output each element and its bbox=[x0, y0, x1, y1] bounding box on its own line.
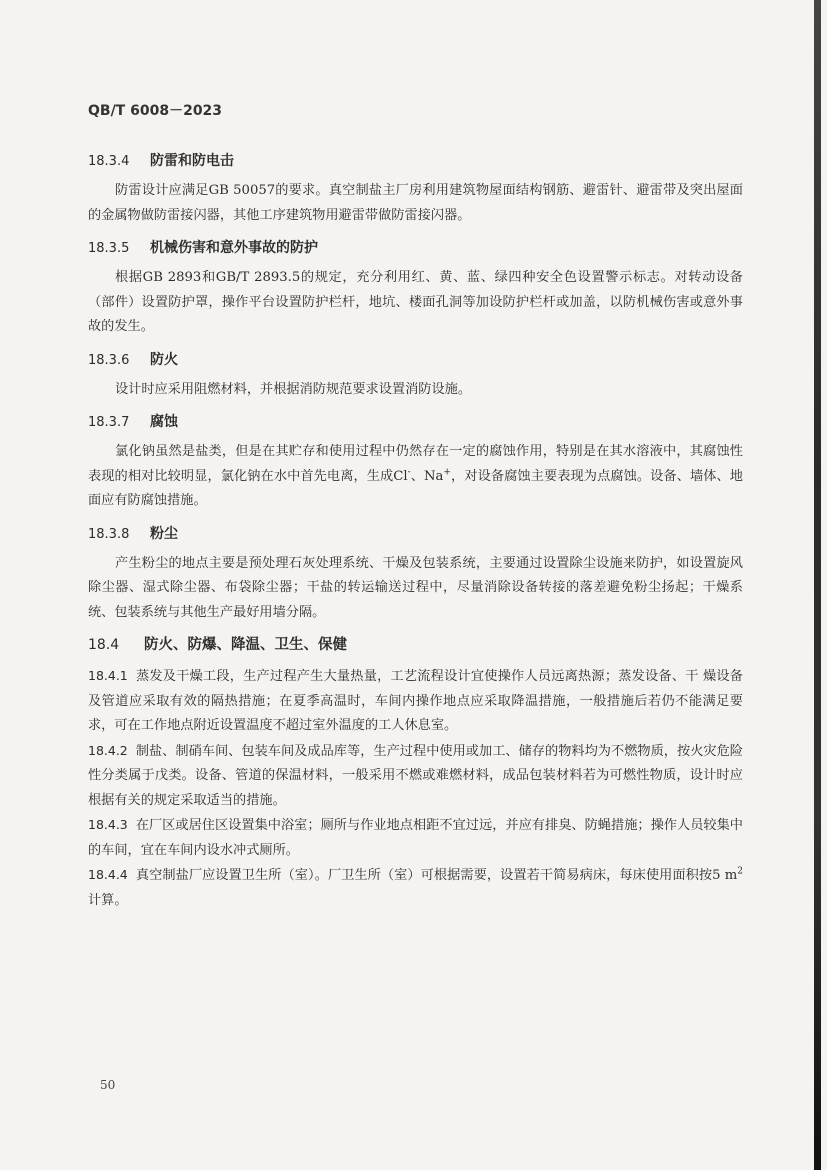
subsection-text: 计算。 bbox=[88, 892, 128, 908]
section-18-3-7 bbox=[88, 411, 743, 514]
subsection-text: 在厂区或居住区设置集中浴室；厕所与作业地点相距不宜过远，并应有排臭、防蝇措施；操作人员较集中的车间，宜在车间内设水冲式厕所。 bbox=[88, 818, 743, 858]
section-heading bbox=[88, 150, 743, 173]
section-title: 防火 bbox=[150, 351, 178, 368]
section-paragraph: 防雷设计应满足GB 50057的要求。真空制盐主厂房利用建筑物屋面结构钢筋、避雷针、避雷带及突出屋面的金属物做防雷接闪器，其他工序建筑物用避雷带做防雷接闪器。 bbox=[88, 183, 743, 223]
paragraph-text: ，对设备腐蚀主要表现为点腐蚀。设备、墙体、地面应有防腐蚀措施。 bbox=[88, 468, 743, 508]
superscript: - bbox=[407, 467, 411, 478]
subsection-text: 真空制盐厂应设置卫生所（室）。厂卫生所（室）可根据需要，设置若干简易病床，每床使用面积按5 m bbox=[135, 868, 738, 883]
section-number: 18.3.4 bbox=[88, 154, 130, 169]
page-number: 50 bbox=[100, 1078, 116, 1092]
subsection-text: 蒸发及干燥工段，生产过程产生大量热量，工艺流程设计宜使操作人员远离热源；蒸发设备、干 燥设备及管道应采取有效的隔热措施；在夏季高温时，车间内操作地点应采取降温措施，一般措施后若仍不能满足要求，可在工作地点附近设置温度不超过室外温度的工人休息室。 bbox=[88, 669, 743, 733]
section-number: 18.4 bbox=[88, 637, 120, 653]
section-paragraph: 根据GB 2893和GB/T 2893.5的规定，充分利用红、黄、蓝、绿四种安全色设置警示标志。对转动设备（部件）设置防护罩，操作平台设置防护栏杆，地坑、楼面孔洞等加设防护栏杆或加盖，以防机械伤害或意外事故的发生。 bbox=[88, 270, 743, 334]
paragraph-text: 氯化钠虽然是盐类，但是在其贮存和使用过程中仍然存在一定的腐蚀作用，特别是在其水溶液中，其腐蚀性表现的相对比较明显，氯化钠在水中首先电离，生成Cl bbox=[88, 444, 743, 484]
subsection-number: 18.4.3 bbox=[88, 817, 128, 832]
section-paragraph bbox=[88, 440, 743, 514]
section-18-3-6 bbox=[88, 349, 743, 403]
section-18-3-5 bbox=[88, 237, 743, 340]
subsection-number: 18.4.2 bbox=[88, 742, 128, 758]
superscript: 2 bbox=[737, 866, 743, 877]
section-title: 防雷和防电击 bbox=[150, 153, 234, 169]
section-number: 18.3.6 bbox=[88, 352, 130, 368]
section-paragraph: 产生粉尘的地点主要是预处理石灰处理系统、干燥及包装系统，主要通过设置除尘设施来防护，如设置旋风除尘器、湿式除尘器、布袋除尘器；干盐的转运输送过程中，尽量消除设备转接的落差避免粉尘扬起；干燥系统、包装系统与其他生产最好用墙分隔。 bbox=[88, 555, 743, 620]
subsection-number: 18.4.1 bbox=[88, 668, 128, 683]
section-title: 腐蚀 bbox=[150, 414, 178, 430]
section-number: 18.3.8 bbox=[88, 526, 130, 542]
subsection-18-4-4 bbox=[88, 863, 743, 913]
subsection-text: 制盐、制硝车间、包装车间及成品库等，生产过程中使用或加工、储存的物料均为不燃物质，按火灾危险性分类属于戊类。设备、管道的保温材料，一般采用不燃或难燃材料，成品包装材料若为可燃性物质，设计时应根据有关的规定采取适当的措施。 bbox=[88, 743, 743, 808]
section-18-3-8 bbox=[88, 523, 743, 626]
section-18-3-4 bbox=[88, 150, 743, 228]
section-number: 18.3.7 bbox=[88, 415, 130, 430]
page-body bbox=[88, 150, 743, 913]
section-heading bbox=[88, 523, 743, 546]
section-number: 18.3.5 bbox=[88, 241, 130, 256]
section-heading bbox=[88, 411, 743, 434]
section-title: 粉尘 bbox=[150, 525, 178, 542]
subsection-18-4-3 bbox=[88, 813, 743, 863]
section-title: 机械伤害和意外事故的防护 bbox=[150, 240, 318, 256]
subsection-18-4-2 bbox=[88, 739, 743, 814]
section-title: 防火、防爆、降温、卫生、保健 bbox=[144, 637, 347, 653]
paragraph-text: 、Na bbox=[410, 468, 444, 484]
standard-code: QB/T 6008－2023 bbox=[88, 103, 223, 119]
binding-edge bbox=[814, 0, 821, 1170]
section-18-4-heading bbox=[88, 634, 743, 656]
section-heading bbox=[88, 237, 743, 260]
subsection-number: 18.4.4 bbox=[88, 867, 128, 882]
superscript: + bbox=[443, 467, 451, 478]
subsection-18-4-1 bbox=[88, 664, 743, 739]
section-paragraph: 设计时应采用阻燃材料，并根据消防规范要求设置消防设施。 bbox=[115, 381, 472, 397]
section-heading bbox=[88, 349, 743, 372]
